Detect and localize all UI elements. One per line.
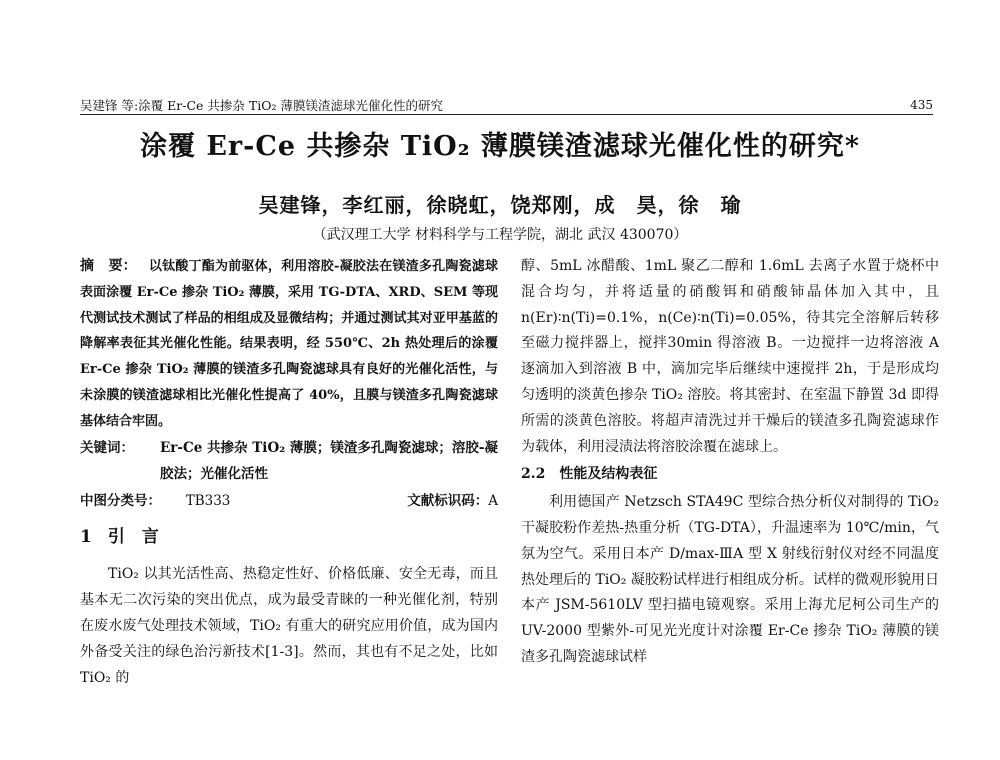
abstract-label: 摘 要： [80, 258, 137, 274]
page-number: 435 [910, 98, 933, 112]
section-title: 引 言 [107, 526, 159, 547]
clc-label: 中图分类号： [80, 492, 161, 509]
running-head-title: 吴建锋 等:涂覆 Er-Ce 共掺杂 TiO₂ 薄膜镁渣滤球光催化性的研究 [80, 98, 443, 113]
section-heading [80, 525, 498, 551]
running-head [80, 94, 933, 115]
paper-title: 涂覆 Er-Ce 共掺杂 TiO₂ 薄膜镁渣滤球光催化性的研究* [139, 131, 861, 162]
abstract [80, 254, 498, 435]
keywords-label: 关键词： [80, 439, 134, 456]
subsection-heading: 2.2 性能及结构表征 [521, 466, 658, 483]
method-paragraph: 醇、5mL 冰醋酸、1mL 聚乙二醇和 1.6mL 去离子水置于烧杯中混合均匀，并将适量的硝酸铒和硝酸铈晶体加入其中，且 n(Er)∶n(Ti)=0.1%，n(Ce)∶n(Ti)=0.05%，待其完全溶解后转移至磁力搅拌器上，搅拌30min 得溶液 B。一边搅拌一边将溶液 A 逐滴加入到溶液 B 中，滴加完毕后继续中速搅拌 2h，于是形成均匀透明的淡黄色掺杂 TiO₂ 溶胶。将其密封、在室温下静置 3d 即得所需的淡黄色溶胶。将超声清洗过并干燥后的镁渣多孔陶瓷滤球作为载体，利用浸渍法将溶胶涂覆在滤球上。 [521, 258, 939, 455]
abstract-text: 以钛酸丁酯为前驱体，利用溶胶-凝胶法在镁渣多孔陶瓷滤球表面涂覆 Er-Ce 掺杂 TiO₂ 薄膜，采用 TG-DTA、XRD、SEM 等现代测试技术测试了样品的相组成及显微结构；并通过测试其对亚甲基蓝的降解率表征其光催化性能。结果表明，经 550℃、2h 热处理后的涂覆 Er-Ce 掺杂 TiO₂ 薄膜的镁渣多孔陶瓷滤球具有良好的光催化活性，与未涂膜的镁渣滤球相比光催化性提高了 40%，且膜与镁渣多孔陶瓷滤球基体结合牢固。 [80, 259, 499, 429]
keywords [80, 435, 498, 487]
affiliation: （武汉理工大学 材料科学与工程学院，湖北 武汉 430070） [312, 227, 688, 243]
keywords-text: Er-Ce 共掺杂 TiO₂ 薄膜；镁渣多孔陶瓷滤球；溶胶-凝胶法；光催化活性 [160, 439, 498, 482]
right-column [521, 254, 939, 671]
clc-value: TB333 [185, 492, 231, 509]
characterization-paragraph: 利用德国产 Netzsch STA49C 型综合热分析仪对制得的 TiO₂ 干凝胶粉作差热-热重分析（TG-DTA），升温速率为 10℃/min，气氛为空气。采用日本产 D/max-ⅢA 型 X 射线衍射仪对经不同温度热处理后的 TiO₂ 凝胶粉试样进行相组成分析。试样的微观形貌用日本产 JSM-5610LV 型扫描电镜观察。采用上海尤尼柯公司生产的 UV-2000 型紫外-可见光光度计对涂覆 Er-Ce 掺杂 TiO₂ 薄膜的镁渣多孔陶瓷滤球试样 [521, 494, 939, 665]
left-column [80, 254, 498, 691]
doc-code-value: A [488, 492, 498, 509]
document-code [407, 487, 498, 515]
intro-paragraph: TiO₂ 以其光活性高、热稳定性好、价格低廉、安全无毒，而且基本无二次污染的突出优点，成为最受青睐的一种光催化剂，特别在废水废气处理技术领域，TiO₂ 有重大的研究应用价值，成为国内外备受关注的绿色治污新技术[1-3]。然而，其也有不足之处，比如 TiO₂ 的 [80, 566, 498, 686]
classification-line [80, 487, 498, 515]
doc-code-label: 文献标识码： [407, 492, 489, 509]
author-list: 吴建锋，李红丽，徐晓虹，饶郑刚，成 昊，徐 瑜 [258, 193, 742, 217]
section-number: 1 [80, 526, 92, 547]
